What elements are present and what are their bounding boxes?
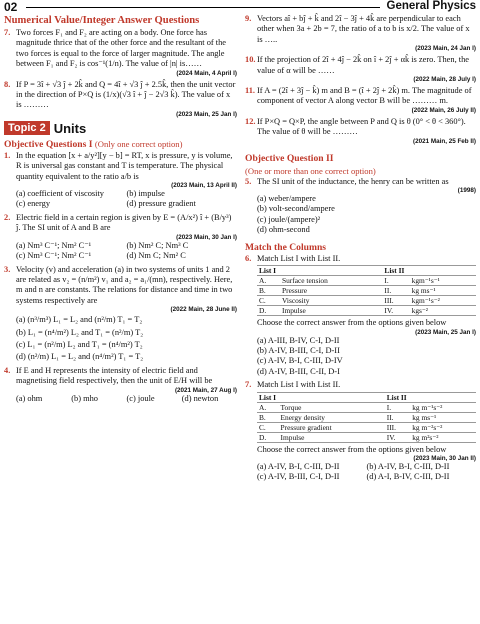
question-source: (2023 Main, 25 Jan I) — [176, 110, 237, 118]
question-5: 5. The SI unit of the inductance, the henry can be written as (1998) (a) weber/ampere (b) volt-second/ampere (c) joule/(ampere)² (d) ohm-second — [245, 176, 476, 235]
option-c: (c) Nm³ C⁻¹; Nm² C⁻¹ — [16, 251, 92, 261]
option-b: (b) volt-second/ampere — [257, 204, 335, 214]
question-9: 9. Vectors aî + bĵ + k̂ and 2î − 3ĵ + 4k̂ are perpendicular to each other when 3a + 2b = 7, the ratio of a to b is x/2. The value of x is ….. (2023 Main, 24 Jan I) — [245, 14, 476, 53]
option-b: (b) mho — [71, 393, 98, 403]
table-row: A. Torque I. kg m⁻¹s⁻² — [257, 402, 476, 412]
question-source: (2023 Main, 30 Jan I) — [176, 233, 237, 241]
match-heading: Match the Columns — [245, 241, 327, 253]
option-d: (d) Nm C; Nm² C — [126, 251, 186, 261]
question-text: Match List I with List II. — [257, 380, 341, 390]
question-12: 12. If P×Q = Q×P, the angle between P and Q is θ (0° < θ < 360°). The value of θ will be ……… (2021 Main, 25 Feb II) — [245, 116, 476, 145]
section-title: Numerical Value/Integer Answer Questions — [4, 15, 200, 26]
option-c: (c) joule — [126, 393, 155, 403]
question-text: Vectors aî + bĵ + k̂ and 2î − 3ĵ + 4k̂ are perpendicular to each other when 3a + 2b = 7, the ratio of a to b is x/2. The value of x is ….. — [257, 14, 470, 44]
option-b: (b) A-IV, B-III, C-I, D-II — [257, 345, 340, 355]
option-a: (a) ohm — [16, 393, 43, 403]
question-text: If the projection of 2î + 4ĵ − 2k̂ on î + 2ĵ + αk̂ is zero. Then, the value of α will be …… — [257, 55, 469, 75]
question-source: (2022 Main, 26 July II) — [411, 106, 476, 114]
option-b: (b) L₁ = (n⁴/m²) L₂ and T₁ = (n²/m) T₂ — [16, 327, 144, 337]
table-row: D. Impulse IV. kg m²s⁻² — [257, 432, 476, 442]
option-c: (c) joule/(ampere)² — [257, 214, 321, 224]
table-row: C. Viscosity III. kgm⁻¹s⁻² — [257, 296, 476, 306]
question-8: 8. If P = 3î + √3 ĵ + 2k̂ and Q = 4î + √3 ĵ + 2.5k̂, then the unit vector in the direction of P×Q is (1/x)(√3 î + ĵ − 2√3 k̂). The value of x is ……… (2023 Main, 25 Jan I) — [4, 79, 237, 118]
question-text: If A = (2î + 3ĵ − k̂) m and B = (î + 2ĵ + 2k̂) m. The magnitude of component of vector A along vector B will be ……… m. — [257, 86, 472, 106]
question-2: 2. Electric field in a certain region is given by E = (A/x²) î + (B/y³) ĵ. The SI unit of A and B are (2023 Main, 30 Jan I) (a) Nm³ C⁻¹; Nm² C⁻¹ (b) Nm² C; Nm³ C (c) Nm³ C⁻¹; Nm² C⁻¹ (d) Nm C; Nm² C — [4, 212, 237, 261]
option-d: (d) A-IV, B-III, C-II, D-I — [257, 366, 340, 376]
table-row: C. Pressure gradient III. kg m⁻²s⁻² — [257, 422, 476, 432]
option-a: (a) A-IV, B-I, C-III, D-II — [257, 461, 340, 471]
option-b: (b) A-IV, B-I, C-III, D-II — [366, 461, 450, 471]
question-text: If P = 3î + √3 ĵ + 2k̂ and Q = 4î + √3 ĵ + 2.5k̂, then the unit vector in the direction of P×Q is (1/x)(√3 î + ĵ − 2√3 k̂). The value of x is ……… — [16, 79, 236, 110]
right-column — [245, 14, 476, 486]
table-row: A. Surface tension I. kgm⁻¹s⁻¹ — [257, 276, 476, 286]
question-source: (2021 Main, 27 Aug I) — [174, 386, 237, 394]
question-source: (2023 Main, 30 Jan II) — [413, 454, 476, 462]
option-b: (b) Nm² C; Nm³ C — [126, 240, 189, 250]
question-text: Choose the correct answer from the options given below — [257, 318, 447, 328]
match-table: List I List II A. Torque I. kg m⁻¹s⁻² B. Energy density II. kg ms⁻¹ C. Pressure gradient III. kg m⁻²s⁻² D. Impulse IV. kg m²s⁻² — [257, 392, 476, 443]
option-c: (c) A-IV, B-I, C-III, D-IV — [257, 356, 343, 366]
question-text: Velocity (v) and acceleration (a) in two systems of units 1 and 2 are related as v₂ = (n/m²) v₁ and a₂ = a₁/(mn), respectively. Here, m and n are constants. The relations for distance and time in two systems respectively are — [16, 264, 233, 305]
question-source: (2023 Main, 25 Jan I) — [415, 328, 476, 336]
question-10: 10. If the projection of 2î + 4ĵ − 2k̂ on î + 2ĵ + αk̂ is zero. Then, the value of α will be …… (2022 Main, 28 July I) — [245, 55, 476, 84]
options — [16, 241, 237, 262]
option-a: (a) weber/ampere — [257, 194, 316, 204]
option-d: (d) A-I, B-IV, C-III, D-II — [366, 472, 450, 482]
table-row: D. Impulse IV. kgs⁻² — [257, 306, 476, 316]
question-source: (1998) — [457, 187, 476, 195]
option-d: (d) (n²/m) L₁ = L₂ and (n⁴/m²) T₁ = T₂ — [16, 352, 144, 362]
question-source: (2023 Main, 24 Jan I) — [415, 45, 476, 53]
question-text: In the equation [x + a/y²][y − b] = RT, x is pressure, y is volume, R is universal gas constant and T is temperature. The physical quantity equivalent to the ratio a/b is — [16, 150, 233, 181]
question-source: (2022 Main, 28 July I) — [413, 76, 476, 84]
options — [257, 462, 476, 483]
topic-tag: Topic 2 — [4, 121, 50, 135]
option-c: (c) L₁ = (n²/m) L₂ and T₁ = (n⁴/m²) T₂ — [16, 339, 143, 349]
question-1: 1. In the equation [x + a/y²][y − b] = RT, x is pressure, y is volume, R is universal gas constant and T is temperature. The physical quantity equivalent to the ratio a/b is (2023 Main, 13 April II) (a) coefficient of viscosity (b) impulse (c) energy (d) pressure gradient — [4, 150, 237, 209]
page-number: 02 — [4, 0, 18, 14]
topic-title: Units — [53, 120, 87, 136]
option-b: (b) impulse — [126, 189, 165, 199]
options — [16, 394, 237, 404]
question-text: If E and H represents the intensity of electric field and magnetising field respectively, then the unit of E/H will be — [16, 365, 213, 386]
option-c: (c) energy — [16, 199, 51, 209]
question-source: (2023 Main, 13 April II) — [171, 182, 237, 190]
match-table: List I List II A. Surface tension I. kgm⁻¹s⁻¹ B. Pressure II. kg ms⁻¹ C. Viscosity III. kgm⁻¹s⁻² D. Impulse IV. kgs⁻² — [257, 265, 476, 316]
question-source: (2021 Main, 25 Feb II) — [413, 137, 476, 145]
question-11: 11. If A = (2î + 3ĵ − k̂) m and B = (î + 2ĵ + 2k̂) m. The magnitude of component of vector A along vector B will be ……… m. (2022 Main, 26 July II) — [245, 86, 476, 114]
question-text: Electric field in a certain region is given by E = (A/x²) î + (B/y³) ĵ. The SI unit of A and B are — [16, 212, 232, 233]
question-text: The SI unit of the inductance, the henry can be written as — [257, 176, 449, 186]
question-text: Choose the correct answer from the options given below — [257, 444, 447, 454]
question-text: Two forces F₁ and F₂ are acting on a body. One force has magnitude thrice that of the other force and the resultant of the two forces is equal to the force of larger magnitude. The angle between F₁ and F₂ is cos⁻¹(1/n). The value of |n| is…… — [16, 28, 226, 69]
objective-heading: Objective Questions I (Only one correct option) — [4, 138, 183, 150]
question-3: 3. Velocity (v) and acceleration (a) in two systems of units 1 and 2 are related as v₂ = (n/m²) v₁ and a₂ = a₁/(mn), respectively. Here, m and n are constants. The relations for distance and time in two systems respectively are (2022 Main, 28 June II) (a) (n³/m³) L₁ = L₂ and (n²/m) T₁ = T₂ (b) L₁ = (n⁴/m²) L₂ and T₁ = (n²/m) T₂ (c) L₁ = (n²/m) L₂ and T₁ = (n⁴/m²) T₂ (d) (n²/m) L₁ = L₂ and (n⁴/m²) T₁ = T₂ — [4, 264, 237, 362]
option-d: (d) ohm-second — [257, 225, 310, 235]
question-text: Match List I with List II. — [257, 253, 341, 263]
question-4: 4. If E and H represents the intensity of electric field and magnetising field respectively, then the unit of E/H will be (2021 Main, 27 Aug I) (a) ohm (b) mho (c) joule (d) newton — [4, 365, 237, 403]
option-d: (d) newton — [181, 393, 219, 403]
question-source: (2022 Main, 28 June II) — [170, 306, 237, 314]
option-a: (a) Nm³ C⁻¹; Nm² C⁻¹ — [16, 240, 92, 250]
subject-title: General Physics — [386, 0, 476, 12]
topic-heading — [4, 121, 237, 136]
option-c: (c) A-IV, B-III, C-I, D-II — [257, 472, 340, 482]
option-a: (a) coefficient of viscosity — [16, 189, 104, 199]
objective-heading: Objective Question II (One or more than one correct option) — [245, 152, 376, 176]
question-7: 7. Two forces F₁ and F₂ are acting on a body. One force has magnitude thrice that of the other force and the resultant of the two forces is equal to the force of larger magnitude. The angle between F₁ and F₂ is cos⁻¹(1/n). The value of |n| is…… (2024 Main, 4 April I) — [4, 28, 237, 77]
question-text: If P×Q = Q×P, the angle between P and Q is θ (0° < θ < 360°). The value of θ will be ……… — [257, 116, 466, 137]
option-a: (a) A-III, B-IV, C-I, D-II — [257, 335, 340, 345]
left-column — [4, 14, 237, 407]
question-7-match: 7. Match List I with List II. List I List II A. Torque I. kg m⁻¹s⁻² B. Energy density II. kg ms⁻¹ C. Pressure gradient III. kg m⁻²s⁻² D. Impulse IV. kg m²s⁻² Choose the correct answer from the options given below (2023 Main, 30 Jan II) (a) A-IV, B-I, C-III, D-II (b) A-IV, B-I, C-III, D-II (c) A-IV, B-III, C-I, D-II (d) A-I, B-IV, C-III, D-II — [245, 380, 476, 482]
table-row: B. Pressure II. kg ms⁻¹ — [257, 286, 476, 296]
question-source: (2024 Main, 4 April I) — [176, 69, 237, 77]
option-a: (a) (n³/m³) L₁ = L₂ and (n²/m) T₁ = T₂ — [16, 315, 143, 325]
question-6-match: 6. Match List I with List II. List I List II A. Surface tension I. kgm⁻¹s⁻¹ B. Pressure II. kg ms⁻¹ C. Viscosity III. kgm⁻¹s⁻² D. Impulse IV. kgs⁻² Choose the correct answer from the options given below (2023 Main, 25 Jan I) (a) A-III, B-IV, C-I, D-II (b) A-IV, B-III, C-I, D-II (c) A-IV, B-I, C-III, D-IV (d) A-IV, B-III, C-II, D-I — [245, 253, 476, 376]
options — [16, 189, 237, 210]
page-header — [0, 0, 480, 14]
header-rule — [26, 7, 380, 8]
option-d: (d) pressure gradient — [126, 199, 196, 209]
table-row: B. Energy density II. kg ms⁻¹ — [257, 412, 476, 422]
